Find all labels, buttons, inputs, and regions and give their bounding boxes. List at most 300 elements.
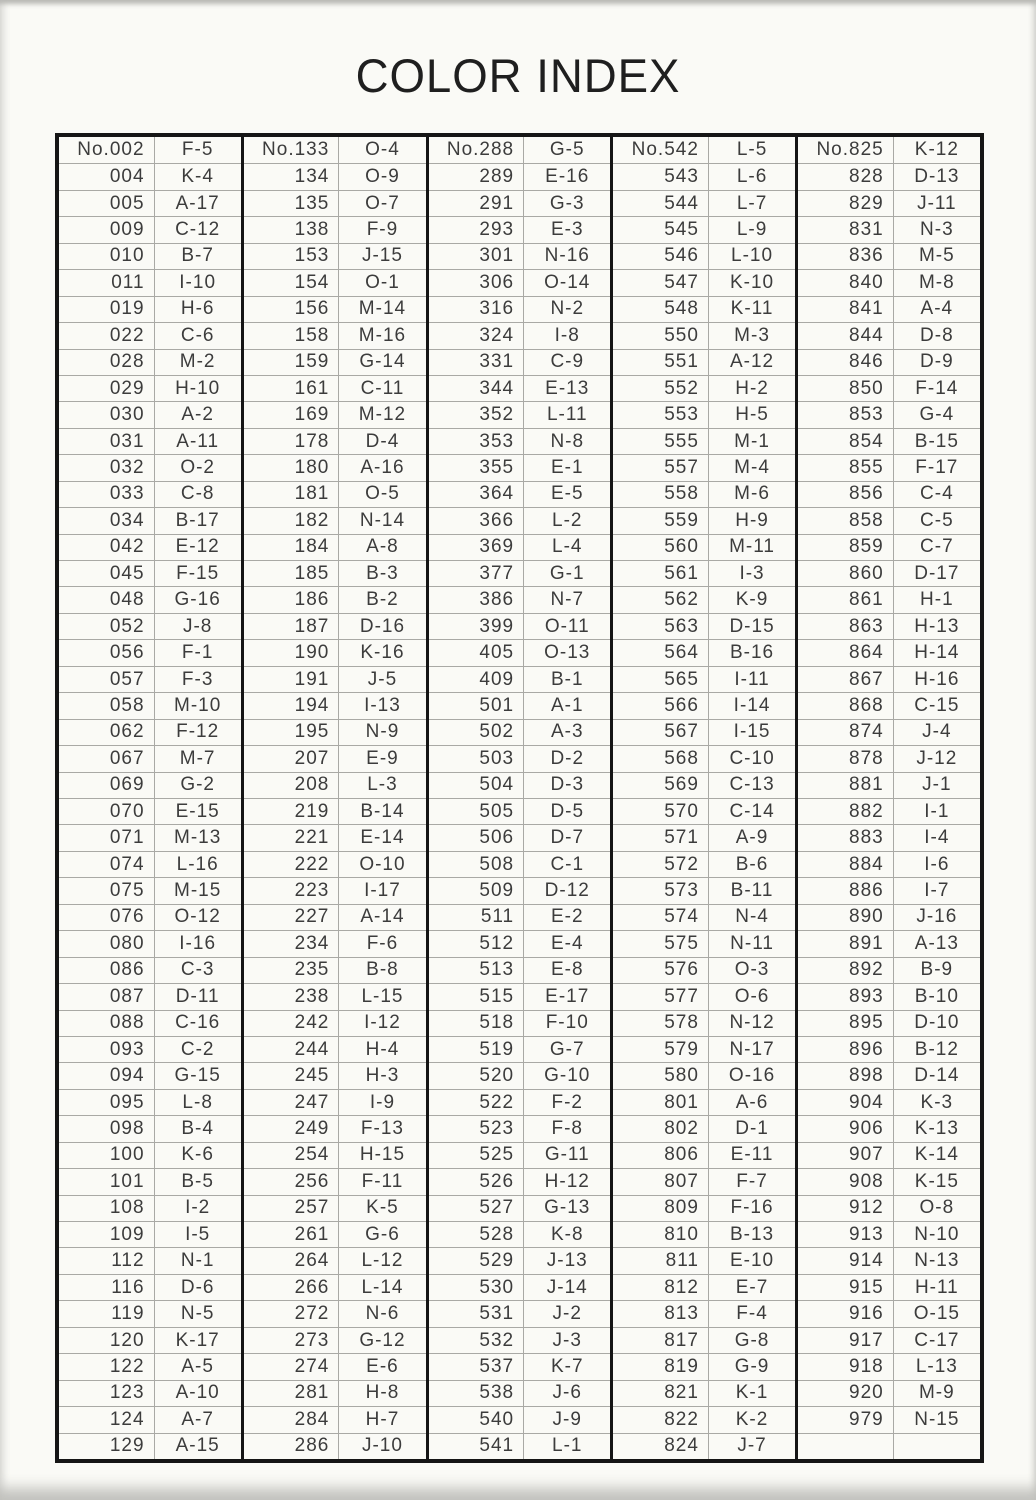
index-code-cell: C-13 [708,772,795,798]
index-code-cell: D-10 [893,1010,980,1036]
index-code-cell: K-3 [893,1089,980,1115]
index-code-cell: J-3 [523,1327,610,1353]
index-code-cell: E-6 [338,1353,425,1379]
index-code-cell: C-3 [154,957,241,983]
index-number-cell: 874 [798,719,893,745]
index-number-cell: 076 [59,904,154,930]
index-code-cell: E-17 [523,983,610,1009]
index-code-cell: A-3 [523,719,610,745]
index-code-cell: L-9 [708,216,795,242]
index-number-cell: No.002 [77,139,145,161]
index-code-cell: F-8 [523,1115,610,1141]
index-code-cell: H-13 [893,613,980,639]
index-number-cell: 254 [244,1142,339,1168]
index-number-cell: 108 [59,1195,154,1221]
index-number-cell: 841 [798,296,893,322]
index-code-cell: A-13 [893,930,980,956]
index-number-cell: 540 [429,1406,524,1432]
index-code-cell: J-7 [708,1433,795,1459]
index-number-cell: 882 [798,798,893,824]
index-number-cell: 840 [798,269,893,295]
index-code-cell: E-11 [708,1142,795,1168]
index-code-cell: E-2 [523,904,610,930]
index-number-cell: 868 [798,692,893,718]
index-number-cell: 527 [429,1195,524,1221]
index-code-cell: B-12 [893,1036,980,1062]
index-code-cell: I-11 [708,666,795,692]
index-number-cell: 898 [798,1062,893,1088]
index-code-cell: H-4 [338,1036,425,1062]
index-number-cell: 088 [59,1010,154,1036]
index-code-cell: C-5 [893,507,980,533]
index-code-cell: C-4 [893,481,980,507]
index-number-cell: 247 [244,1089,339,1115]
index-number-cell: 892 [798,957,893,983]
index-number-cell: 399 [429,613,524,639]
index-number-cell: 519 [429,1036,524,1062]
index-code-cell: K-12 [893,137,980,163]
index-number-cell: 123 [59,1380,154,1406]
index-code-cell: L-8 [154,1089,241,1115]
index-code-cell: N-12 [708,1010,795,1036]
index-number-cell: 864 [798,639,893,665]
index-number-cell: 386 [429,586,524,612]
index-number-cell: 234 [244,930,339,956]
index-number-cell: 810 [613,1221,708,1247]
index-number-cell: 159 [244,349,339,375]
index-code-cell: H-8 [338,1380,425,1406]
index-number-cell: 530 [429,1274,524,1300]
index-number-cell: 274 [244,1353,339,1379]
index-code-cell: F-7 [708,1168,795,1194]
index-number-cell: 181 [244,481,339,507]
index-number-cell: 844 [798,322,893,348]
index-code-cell: N-13 [893,1247,980,1273]
index-number-cell: 048 [59,586,154,612]
index-code-cell: M-12 [338,401,425,427]
index-number-cell: 502 [429,719,524,745]
index-number-cell: 528 [429,1221,524,1247]
index-number-cell: 208 [244,772,339,798]
index-number-cell: 032 [59,454,154,480]
index-number-cell: 355 [429,454,524,480]
index-code-cell: B-3 [338,560,425,586]
index-number-cell: 124 [59,1406,154,1432]
index-code-cell: N-6 [338,1300,425,1326]
index-number-cell: 917 [798,1327,893,1353]
index-number-cell: 094 [59,1062,154,1088]
index-number-cell: 207 [244,745,339,771]
index-code-cell: F-11 [338,1168,425,1194]
index-number-cell: 286 [244,1433,339,1459]
index-code-cell: H-16 [893,666,980,692]
index-code-cell: F-16 [708,1195,795,1221]
index-code-cell: K-9 [708,586,795,612]
index-number-cell: 221 [244,824,339,850]
index-number-cell: 912 [798,1195,893,1221]
index-code-cell: I-10 [154,269,241,295]
index-number-cell: 057 [59,666,154,692]
index-code-cell: O-14 [523,269,610,295]
index-number-cell: 508 [429,851,524,877]
index-number-cell: 238 [244,983,339,1009]
index-code-cell: M-11 [708,534,795,560]
index-number-cell: 074 [59,851,154,877]
index-code-cell: B-16 [708,639,795,665]
index-number-cell: 529 [429,1247,524,1273]
index-number-cell: 244 [244,1036,339,1062]
index-code-cell: H-6 [154,296,241,322]
index-code-cell: J-16 [893,904,980,930]
index-code-cell: J-5 [338,666,425,692]
index-code-cell: G-9 [708,1353,795,1379]
index-number-cell: 266 [244,1274,339,1300]
index-number-cell: 195 [244,719,339,745]
index-code-cell: I-2 [154,1195,241,1221]
index-number-cell: 182 [244,507,339,533]
index-code-cell: I-4 [893,824,980,850]
index-number-cell: 571 [613,824,708,850]
index-number-cell: 551 [613,349,708,375]
index-number-cell: 058 [59,692,154,718]
index-code-cell: D-1 [708,1115,795,1141]
index-code-cell: N-3 [893,216,980,242]
index-code-cell: L-11 [523,401,610,427]
index-code-cell: F-15 [154,560,241,586]
index-number-cell: 891 [798,930,893,956]
index-code-cell: F-3 [154,666,241,692]
index-number-cell: 572 [613,851,708,877]
index-number-cell: 577 [613,983,708,1009]
index-number-cell: 095 [59,1089,154,1115]
index-number-cell: 809 [613,1195,708,1221]
index-code-cell: L-15 [338,983,425,1009]
index-number-cell: 567 [613,719,708,745]
index-code-cell: J-2 [523,1300,610,1326]
index-code-cell: N-14 [338,507,425,533]
index-code-cell: O-7 [338,190,425,216]
index-number-cell: 576 [613,957,708,983]
index-number-cell: 087 [59,983,154,1009]
color-index-table [55,133,984,1463]
index-code-cell: J-15 [338,243,425,269]
index-code-cell: I-1 [893,798,980,824]
index-code-cell: N-16 [523,243,610,269]
index-code-cell: E-9 [338,745,425,771]
index-number-cell: 541 [429,1433,524,1459]
index-number-cell: 324 [429,322,524,348]
index-code-cell: B-15 [893,428,980,454]
index-code-cell: G-15 [154,1062,241,1088]
index-code-cell: F-12 [154,719,241,745]
index-number-cell: 822 [613,1406,708,1432]
index-number-cell: 186 [244,586,339,612]
index-number-cell: 109 [59,1221,154,1247]
index-code-cell: B-11 [708,877,795,903]
index-number-cell: 513 [429,957,524,983]
index-code-cell: I-8 [523,322,610,348]
index-code-cell: M-15 [154,877,241,903]
index-number-cell: 807 [613,1168,708,1194]
index-code-cell: B-10 [893,983,980,1009]
index-code-cell: H-14 [893,639,980,665]
index-code-cell: B-5 [154,1168,241,1194]
index-code-cell: J-1 [893,772,980,798]
index-code-cell: H-3 [338,1062,425,1088]
index-number-cell: 069 [59,772,154,798]
index-code-cell: M-4 [708,454,795,480]
index-code-cell: A-14 [338,904,425,930]
index-number-cell: 042 [59,534,154,560]
index-code-cell: K-5 [338,1195,425,1221]
index-number-cell: 526 [429,1168,524,1194]
index-code-cell: K-11 [708,296,795,322]
index-code-cell: C-11 [338,375,425,401]
index-number-cell: 129 [59,1433,154,1459]
index-code-cell: O-10 [338,851,425,877]
index-code-cell: E-1 [523,454,610,480]
index-number-cell: 846 [798,349,893,375]
index-number-cell: 134 [244,163,339,189]
index-code-cell: C-17 [893,1327,980,1353]
index-code-cell: G-11 [523,1142,610,1168]
index-number-cell: 883 [798,824,893,850]
index-code-cell: I-12 [338,1010,425,1036]
index-number-cell: 863 [798,613,893,639]
index-number-cell: 893 [798,983,893,1009]
index-code-cell: I-7 [893,877,980,903]
index-number-cell: 227 [244,904,339,930]
index-number-cell: 101 [59,1168,154,1194]
index-number-cell: 812 [613,1274,708,1300]
index-number-cell: 353 [429,428,524,454]
index-number-cell: 273 [244,1327,339,1353]
index-code-cell: M-9 [893,1380,980,1406]
index-number-cell: 344 [429,375,524,401]
index-number-cell: 120 [59,1327,154,1353]
index-code-cell: E-5 [523,481,610,507]
index-code-cell: K-16 [338,639,425,665]
index-number-cell: 100 [59,1142,154,1168]
index-code-cell: A-2 [154,401,241,427]
index-number-cell: 161 [244,375,339,401]
index-number-cell: 235 [244,957,339,983]
index-code-cell: I-16 [154,930,241,956]
index-number-cell: 135 [244,190,339,216]
index-code-cell: M-5 [893,243,980,269]
index-number-cell: 180 [244,454,339,480]
index-code-cell: B-6 [708,851,795,877]
index-code-cell: D-5 [523,798,610,824]
index-code-cell: N-5 [154,1300,241,1326]
index-code-cell: A-11 [154,428,241,454]
index-number-cell: 158 [244,322,339,348]
index-code-cell: E-10 [708,1247,795,1273]
index-number-cell: 291 [429,190,524,216]
index-code-cell: I-9 [338,1089,425,1115]
index-number-cell: 560 [613,534,708,560]
index-code-cell: G-8 [708,1327,795,1353]
index-number-cell: 907 [798,1142,893,1168]
index-code-cell: J-6 [523,1380,610,1406]
index-code-cell: E-4 [523,930,610,956]
index-code-cell: A-1 [523,692,610,718]
index-code-cell: I-17 [338,877,425,903]
index-code-cell: D-13 [893,163,980,189]
index-code-cell: K-10 [708,269,795,295]
index-number-cell: No.133 [262,139,330,161]
index-code-cell: K-17 [154,1327,241,1353]
index-code-cell: N-9 [338,719,425,745]
index-number-cell: 562 [613,586,708,612]
index-number-cell: 086 [59,957,154,983]
index-code-cell: O-11 [523,613,610,639]
index-number-cell: 062 [59,719,154,745]
index-code-cell: F-17 [893,454,980,480]
index-code-cell: J-12 [893,745,980,771]
index-number-cell: 138 [244,216,339,242]
index-code-cell: K-7 [523,1353,610,1379]
index-number-cell: 817 [613,1327,708,1353]
index-code-cell: G-5 [523,137,610,163]
index-number-cell: 122 [59,1353,154,1379]
index-number-cell: 574 [613,904,708,930]
index-code-cell: D-11 [154,983,241,1009]
index-number-cell: 575 [613,930,708,956]
index-number-cell: 915 [798,1274,893,1300]
index-code-cell: M-10 [154,692,241,718]
index-number-cell: 824 [613,1433,708,1459]
index-number-cell: 913 [798,1221,893,1247]
index-code-cell: A-4 [893,296,980,322]
index-code-cell: I-6 [893,851,980,877]
index-number-cell: 005 [59,190,154,216]
index-number-cell: 187 [244,613,339,639]
index-code-cell: M-16 [338,322,425,348]
index-number-cell: 184 [244,534,339,560]
index-number-cell: 011 [59,269,154,295]
index-code-cell: N-8 [523,428,610,454]
index-code-cell: I-3 [708,560,795,586]
index-number-cell: 564 [613,639,708,665]
index-number-cell: 850 [798,375,893,401]
index-code-cell: B-2 [338,586,425,612]
index-number-cell: 550 [613,322,708,348]
index-number-cell: No.542 [631,139,699,161]
index-code-cell: G-14 [338,349,425,375]
index-code-cell: N-17 [708,1036,795,1062]
index-code-cell: K-6 [154,1142,241,1168]
index-code-cell: J-4 [893,719,980,745]
index-number-cell: 509 [429,877,524,903]
index-number-cell: 028 [59,349,154,375]
index-number-cell: 178 [244,428,339,454]
index-code-cell: B-14 [338,798,425,824]
index-code-cell: C-15 [893,692,980,718]
index-number-cell: 112 [59,1247,154,1273]
index-number-cell: 544 [613,190,708,216]
index-code-cell: J-13 [523,1247,610,1273]
index-code-cell: J-11 [893,190,980,216]
index-code-cell [893,1433,980,1459]
index-number-cell: 829 [798,190,893,216]
index-code-cell: A-7 [154,1406,241,1432]
index-number-cell: 881 [798,772,893,798]
index-code-cell: C-2 [154,1036,241,1062]
index-code-cell: L-7 [708,190,795,216]
index-code-cell: L-13 [893,1353,980,1379]
index-code-cell: H-5 [708,401,795,427]
index-number-cell: 222 [244,851,339,877]
index-number-cell: 856 [798,481,893,507]
index-number-cell: No.825 [816,139,884,161]
index-number-cell: 093 [59,1036,154,1062]
index-number-cell: 512 [429,930,524,956]
index-number-cell: 547 [613,269,708,295]
index-code-cell: C-9 [523,349,610,375]
index-code-cell: H-2 [708,375,795,401]
index-number-cell: 249 [244,1115,339,1141]
page-title: COLOR INDEX [355,49,681,102]
index-code-cell: N-15 [893,1406,980,1432]
index-code-cell: N-7 [523,586,610,612]
index-code-cell: H-11 [893,1274,980,1300]
index-number-cell: 245 [244,1062,339,1088]
index-code-cell: E-14 [338,824,425,850]
index-code-cell: L-3 [338,772,425,798]
index-number-cell: 806 [613,1142,708,1168]
index-number-cell: 352 [429,401,524,427]
index-code-cell: H-10 [154,375,241,401]
index-code-cell: C-12 [154,216,241,242]
index-code-cell: M-1 [708,428,795,454]
index-code-cell: M-2 [154,349,241,375]
index-number-cell: 570 [613,798,708,824]
index-number-cell: 261 [244,1221,339,1247]
index-code-cell: G-6 [338,1221,425,1247]
index-code-cell: C-6 [154,322,241,348]
index-code-cell: G-7 [523,1036,610,1062]
index-code-cell: M-13 [154,824,241,850]
index-code-cell: H-1 [893,586,980,612]
index-number-cell: 916 [798,1300,893,1326]
index-code-cell: B-4 [154,1115,241,1141]
index-code-cell: D-2 [523,745,610,771]
index-code-cell: E-12 [154,534,241,560]
index-number-cell: 555 [613,428,708,454]
index-code-cell: O-5 [338,481,425,507]
index-code-cell: G-13 [523,1195,610,1221]
index-number-cell: 568 [613,745,708,771]
index-code-cell: I-13 [338,692,425,718]
index-code-cell: O-13 [523,639,610,665]
index-code-cell: F-4 [708,1300,795,1326]
index-code-cell: L-12 [338,1247,425,1273]
index-number-cell: 377 [429,560,524,586]
index-code-cell: F-5 [154,137,241,163]
index-code-cell: M-6 [708,481,795,507]
index-number-cell: 522 [429,1089,524,1115]
index-column-3 [426,137,611,1459]
index-number-cell: 505 [429,798,524,824]
index-code-cell: B-13 [708,1221,795,1247]
index-code-cell: F-10 [523,1010,610,1036]
index-number-cell: 531 [429,1300,524,1326]
index-code-cell: O-3 [708,957,795,983]
index-code-cell: J-14 [523,1274,610,1300]
index-number-cell: 579 [613,1036,708,1062]
index-code-cell: B-8 [338,957,425,983]
